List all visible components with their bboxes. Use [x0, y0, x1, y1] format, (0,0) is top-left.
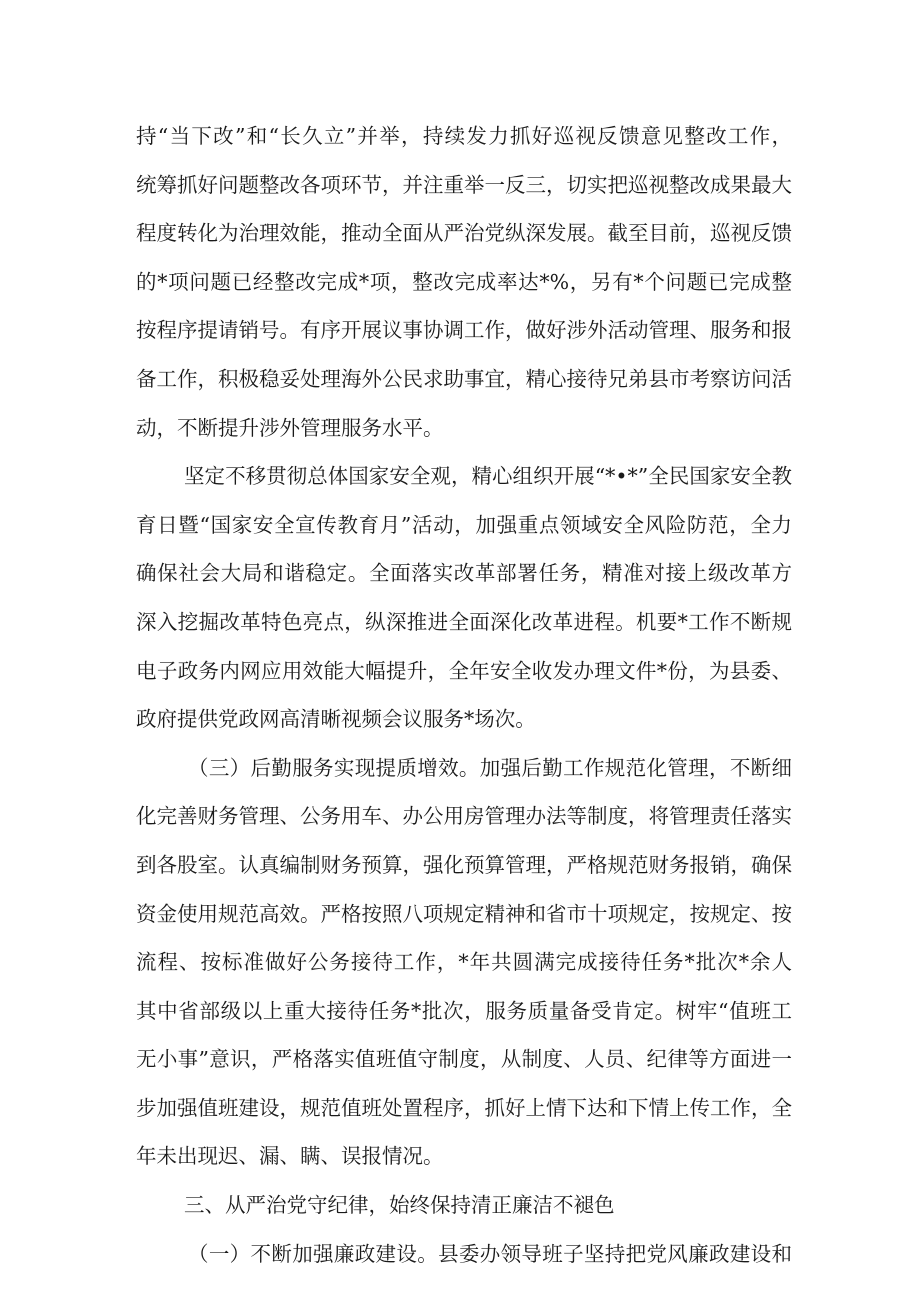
text-line: 到各股室。认真编制财务预算，强化预算管理，严格规范财务报销，确保 [136, 852, 792, 877]
chapter-heading-line: 三、从严治党守纪律，始终保持清正廉洁不褪色 [184, 1193, 615, 1218]
text-line: 步加强值班建设，规范值班处置程序，抓好上情下达和下情上传工作，全 [136, 1095, 792, 1120]
document-body [136, 112, 792, 1278]
text-line: 的*项问题已经整改完成*项，整改完成率达*%，另有*个问题已完成整 [136, 269, 792, 294]
text-line: 深入挖掘改革特色亮点，纵深推进全面深化改革进程。机要*工作不断规 [136, 609, 792, 634]
text-line: 统筹抓好问题整改各项环节，并注重举一反三，切实把巡视整改成果最大 [136, 172, 792, 197]
text-line: 备工作，积极稳妥处理海外公民求助事宜，精心接待兄弟县市考察访问活 [136, 366, 792, 391]
section-heading-line: （三）后勤服务实现提质增效。加强后勤工作规范化管理，不断细 [188, 755, 792, 780]
text-line: 按程序提请销号。有序开展议事协调工作，做好涉外活动管理、服务和报 [136, 318, 792, 343]
text-line: 流程、按标准做好公务接待工作，*年共圆满完成接待任务*批次*余人 [136, 950, 792, 975]
text-line: 资金使用规范高效。严格按照八项规定精神和省市十项规定，按规定、按 [136, 901, 792, 926]
text-line: 政府提供党政网高清晰视频会议服务*场次。 [136, 707, 536, 732]
text-line: 年未出现迟、漏、瞒、误报情况。 [136, 1144, 444, 1169]
text-line: 化完善财务管理、公务用车、办公用房管理办法等制度，将管理责任落实 [136, 804, 792, 829]
paragraph-start-line: 坚定不移贯彻总体国家安全观，精心组织开展“*•*”全民国家安全教 [184, 464, 792, 489]
text-line: 无小事”意识，严格落实值班值守制度，从制度、人员、纪律等方面进一 [136, 1047, 792, 1072]
text-line: 程度转化为治理效能，推动全面从严治党纵深发展。截至目前，巡视反馈 [136, 221, 792, 246]
text-line: 动，不断提升涉外管理服务水平。 [136, 415, 444, 440]
text-line: 确保社会大局和谐稳定。全面落实改革部署任务，精准对接上级改革方 [136, 561, 792, 586]
text-line: 其中省部级以上重大接待任务*批次，服务质量备受肯定。树牢“值班工 [136, 998, 792, 1023]
text-line: 育日暨“国家安全宣传教育月”活动，加强重点领域安全风险防范，全力 [136, 512, 792, 537]
section-heading-line: （一）不断加强廉政建设。县委办领导班子坚持把党风廉政建设和 [188, 1241, 792, 1266]
text-line: 电子政务内网应用效能大幅提升，全年安全收发办理文件*份，为县委、 [136, 658, 792, 683]
text-line: 持“当下改”和“长久立”并举，持续发力抓好巡视反馈意见整改工作， [136, 124, 792, 148]
